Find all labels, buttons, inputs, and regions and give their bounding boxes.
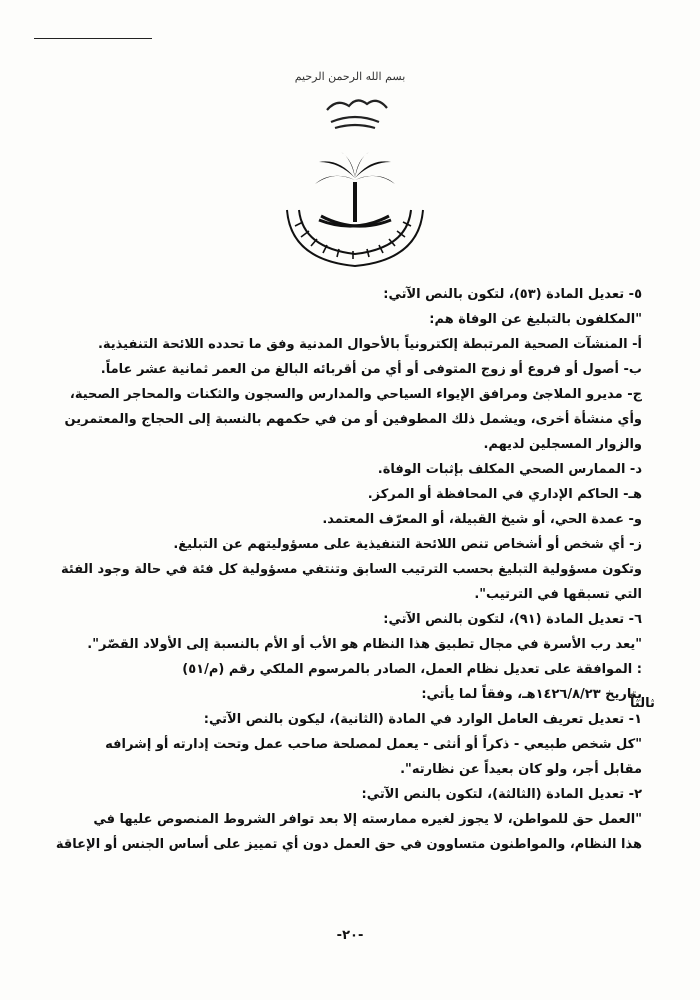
text-line: ٢- تعديل المادة (الثالثة)، لتكون بالنص الآتي: [361, 787, 642, 802]
saudi-emblem-icon [275, 92, 435, 272]
section-label-thalithan: ثالثاً [630, 696, 655, 711]
text-line: : الموافقة على تعديل نظام العمل، الصادر بالمرسوم الملكي رقم (م/٥١) [182, 662, 642, 677]
text-line: والزوار المسجلين لديهم. [483, 437, 642, 452]
text-line: و- عمدة الحي، أو شيخ القبيلة، أو المعرّف المعتمد. [322, 512, 642, 527]
text-line: وأي منشأة أخرى، ويشمل ذلك المطوفين أو من في حكمهم بالنسبة إلى الحجاج والمعتمرين [64, 412, 642, 427]
text-line: ٥- تعديل المادة (٥٣)، لتكون بالنص الآتي: [383, 287, 642, 302]
text-line: "يعد رب الأسرة في مجال تطبيق هذا النظام هو الأب أو الأم بالنسبة إلى الأولاد القصّر". [87, 637, 642, 652]
text-line: د- الممارس الصحي المكلف بإثبات الوفاة. [377, 462, 642, 477]
text-line: "كل شخص طبيعي - ذكراً أو أنثى - يعمل لمصلحة صاحب عمل وتحت إدارته أو إشرافه [105, 737, 642, 752]
text-line: التي تسبقها في الترتيب". [474, 587, 642, 602]
document-body [55, 282, 642, 857]
text-line: ب- أصول أو فروع أو زوج المتوفى أو أي من أقربائه البالغ من العمر ثمانية عشر عاماً. [100, 362, 642, 377]
text-line: أ- المنشآت الصحية المرتبطة إلكترونياً بالأحوال المدنية وفق ما تحدده اللائحة التنفيذية. [97, 337, 642, 352]
text-line: ١- تعديل تعريف العامل الوارد في المادة (الثانية)، ليكون بالنص الآتي: [203, 712, 642, 727]
text-line: هـ- الحاكم الإداري في المحافظة أو المركز. [367, 487, 642, 502]
text-line: وتكون مسؤولية التبليغ بحسب الترتيب السابق وتنتفي مسؤولية كل فئة في حالة وجود الفئة [61, 562, 642, 577]
text-line: "المكلفون بالتبليغ عن الوفاة هم: [429, 312, 642, 327]
text-line: مقابل أجر، ولو كان بعيداً عن نظارته". [400, 762, 642, 777]
text-line: هذا النظام، والمواطنون متساوون في حق العمل دون أي تمييز على أساس الجنس أو الإعاقة [55, 837, 642, 852]
text-line: ج- مديرو الملاجئ ومرافق الإيواء السياحي والمدارس والسجون والثكنات والمحاجر الصحية، [69, 387, 642, 402]
basmala: بسم الله الرحمن الرحيم [294, 70, 406, 83]
text-line: ٦- تعديل المادة (٩١)، لتكون بالنص الآتي: [383, 612, 642, 627]
text-line: ز- أي شخص أو أشخاص تنص اللائحة التنفيذية على مسؤوليتهم عن التبليغ. [173, 537, 642, 552]
page-number: -٢٠- [336, 928, 364, 943]
header-rule [34, 38, 152, 39]
text-line: "العمل حق للمواطن، لا يجوز لغيره ممارسته إلا بعد توافر الشروط المنصوص عليها في [93, 812, 642, 827]
text-line: بتاريخ ١٤٢٦/٨/٢٣هـ، وفقاً لما يأتي: [421, 687, 642, 702]
